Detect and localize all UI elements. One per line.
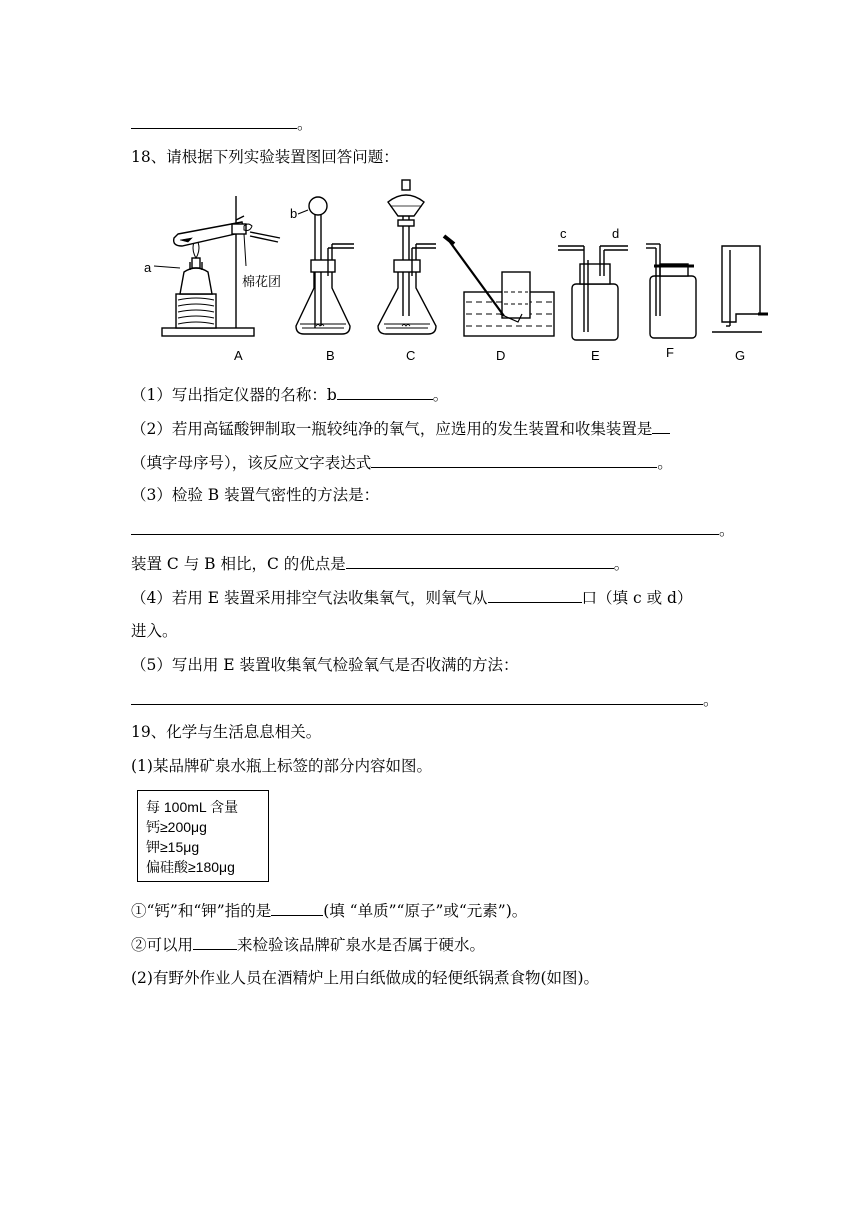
apparatus-f (646, 244, 696, 338)
annot-cotton: 棉花团 (242, 274, 282, 289)
label-f: F (666, 345, 674, 360)
apparatus-figure (132, 176, 772, 366)
annot-d: d (612, 226, 620, 241)
apparatus-e (558, 246, 628, 340)
q18-p5: （5）写出用 E 装置收集氧气检验氧气是否收满的方法： (131, 656, 519, 674)
answer-blank[interactable] (488, 586, 582, 603)
annot-b: b (290, 206, 298, 221)
answer-blank[interactable] (271, 899, 323, 916)
answer-blank[interactable] (193, 933, 237, 950)
annot-a: a (144, 260, 152, 275)
mineral-water-label (137, 790, 269, 882)
label-line: 钾≥15μg (146, 839, 200, 855)
label-line: 钙≥200μg (146, 819, 207, 835)
q18-p2: （2）若用高锰酸钾制取一瓶较纯净的氧气，应选用的发生装置和收集装置是 (131, 417, 670, 440)
q18-p5-answer: 。 (131, 688, 719, 711)
apparatus-b (296, 197, 354, 334)
q19-p2: (2)有野外作业人员在酒精炉上用白纸做成的轻便纸锅煮食物(如图)。 (131, 969, 600, 987)
apparatus-g (712, 246, 768, 332)
q19-s1: ①“钙”和“钾”指的是 (填 “单质”“原子”或“元素”)。 (131, 899, 527, 922)
q19-p1: (1)某品牌矿泉水瓶上标签的部分内容如图。 (131, 757, 432, 775)
label-line: 每 100mL 含量 (146, 799, 239, 815)
q18-p2-line2: （填字母序号），该反应文字表达式 。 (131, 451, 673, 474)
q18-p4: （4）若用 E 装置采用排空气法收集氧气，则氧气从 口（填 c 或 d） (131, 586, 692, 609)
q18-p3: （3）检验 B 装置气密性的方法是： (131, 486, 380, 504)
label-a: A (234, 348, 243, 363)
label-line: 偏硅酸≥180μg (146, 859, 235, 875)
label-e: E (591, 348, 600, 363)
label-d: D (496, 348, 506, 363)
answer-blank[interactable] (131, 518, 719, 535)
q19-s2: ②可以用 来检验该品牌矿泉水是否属于硬水。 (131, 933, 485, 956)
q18-p3-answer: 。 (131, 518, 735, 541)
answer-blank[interactable] (337, 383, 433, 400)
answer-blank[interactable] (131, 112, 297, 129)
apparatus-d (444, 236, 554, 336)
q18-p1: （1）写出指定仪器的名称：b 。 (131, 383, 448, 406)
label-c: C (406, 348, 416, 363)
apparatus-a (154, 196, 280, 336)
q19-title: 19、化学与生活息息相关。 (131, 723, 322, 741)
annot-c: c (560, 226, 567, 241)
q18-title: 18、请根据下列实验装置图回答问题： (131, 148, 399, 166)
answer-blank[interactable] (346, 552, 614, 569)
answer-blank[interactable] (371, 451, 657, 468)
apparatus-c (378, 180, 436, 334)
q18-p3b: 装置 C 与 B 相比，C 的优点是 。 (131, 552, 629, 575)
label-g: G (735, 348, 746, 363)
q18-p4-line2: 进入。 (131, 622, 178, 640)
label-b: B (326, 348, 335, 363)
answer-blank[interactable] (652, 417, 670, 434)
answer-blank[interactable] (131, 688, 703, 705)
q17-answer-line: 。 (131, 112, 313, 135)
